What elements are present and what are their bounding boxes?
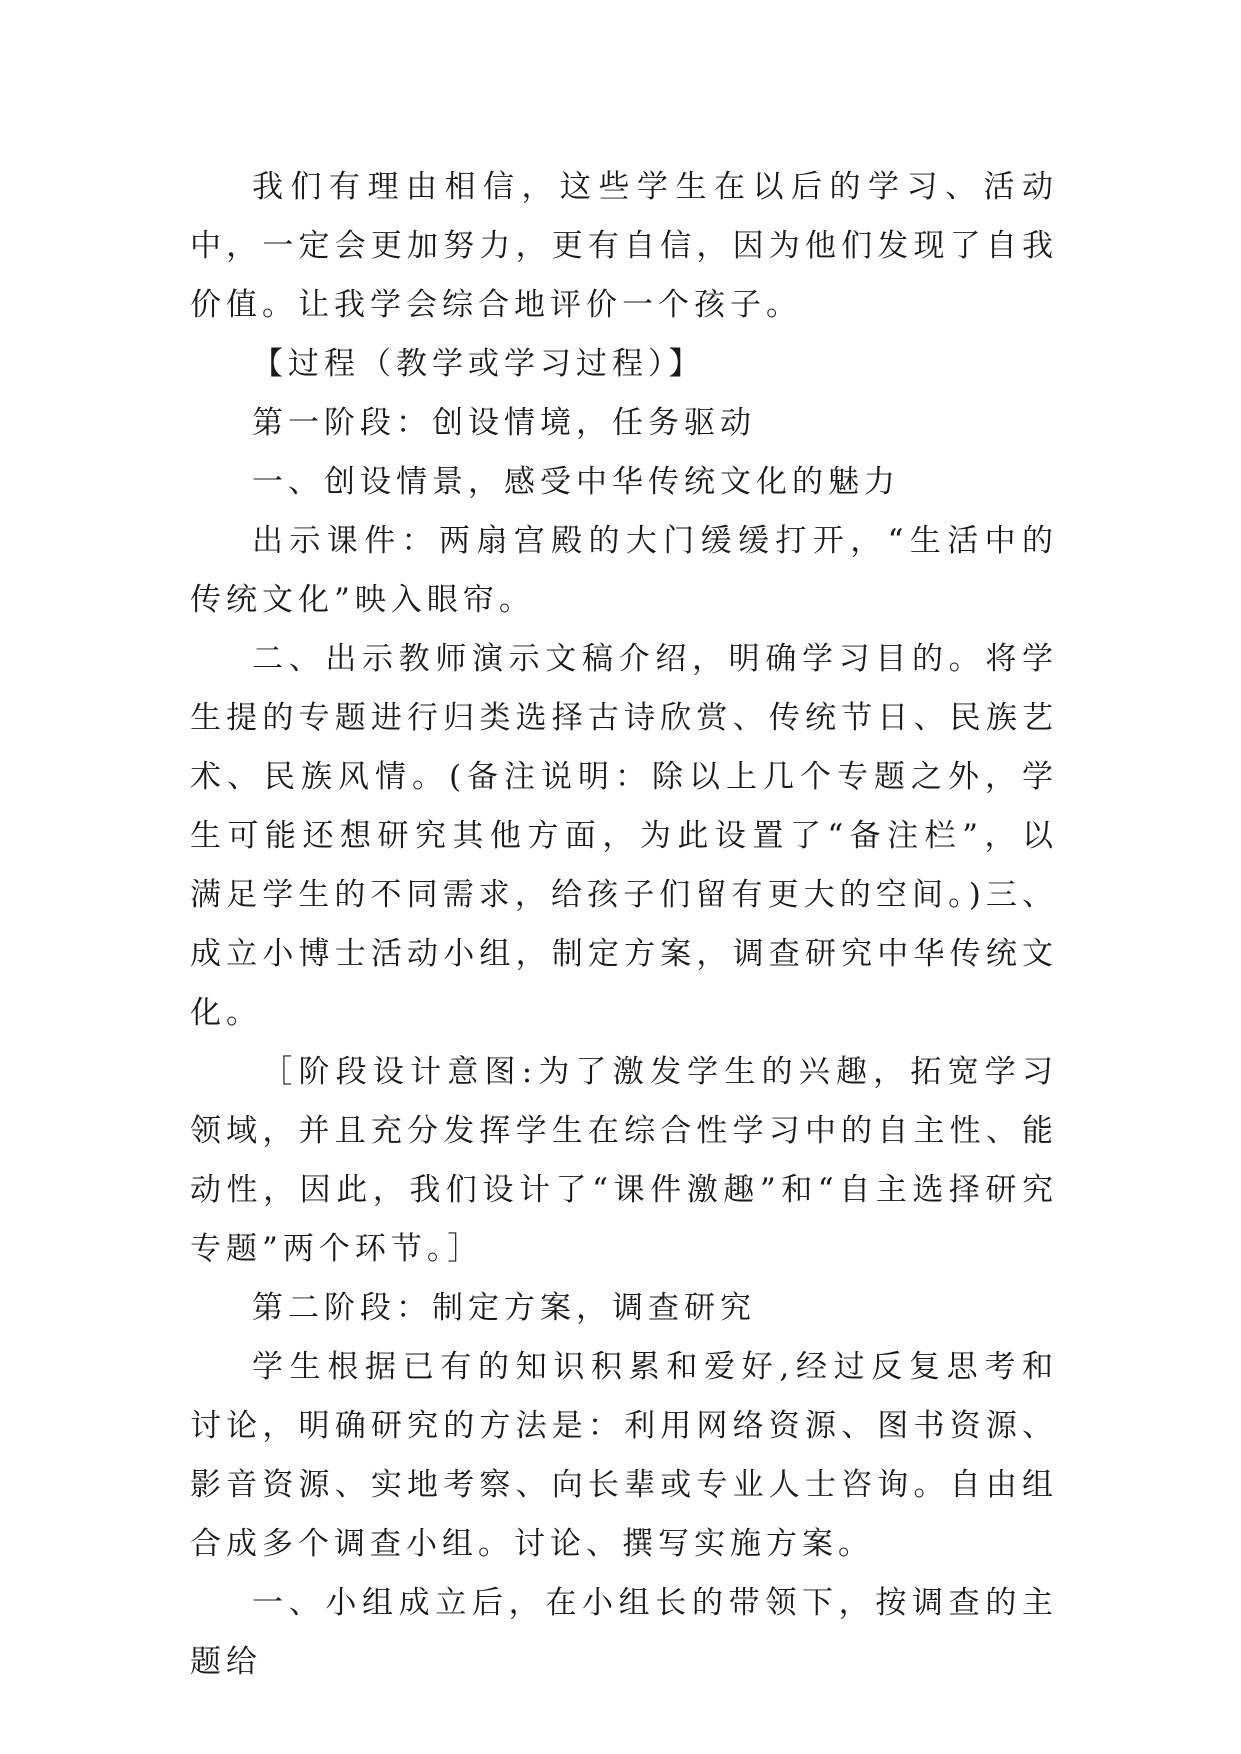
paragraph-reflection: 我们有理由相信，这些学生在以后的学习、活动中，一定会更加努力，更有自信，因为他们发现了自我价值。让我学会综合地评价一个孩子。 — [190, 169, 1058, 323]
stage-two-heading: 第二阶段：制定方案，调查研究 — [252, 1290, 756, 1326]
section-heading-process: 【过程（教学或学习过程）】 — [252, 346, 705, 382]
paragraph-courseware: 出示课件：两扇宫殿的大门缓缓打开，“生活中的传统文化”映入眼帘。 — [190, 523, 1058, 618]
paragraph-research-methods: 学生根据已有的知识积累和爱好,经过反复思考和讨论，明确研究的方法是：利用网络资源、图书资源、影音资源、实地考察、向长辈或专业人士咨询。自由组合成多个调查小组。讨论、撰写实施方案。 — [190, 1349, 1058, 1562]
stage-design-note: ［阶段设计意图:为了激发学生的兴趣，拓宽学习领域，并且充分发挥学生在综合性学习中的自主性、能动性，因此，我们设计了“课件激趣”和“自主选择研究专题”两个环节。］ — [190, 1054, 1058, 1267]
paragraph-presentation: 二、出示教师演示文稿介绍，明确学习目的。将学生提的专题进行归类选择古诗欣赏、传统节日、民族艺术、民族风情。(备注说明：除以上几个专题之外，学生可能还想研究其他方面，为此设置了“备注栏”，以满足学生的不同需求，给孩子们留有更大的空间。)三、成立小博士活动小组，制定方案，调查研究中华传统文化。 — [190, 641, 1058, 1031]
document-body — [190, 158, 1058, 1692]
step-create-scene: 一、创设情景，感受中华传统文化的魅力 — [252, 464, 900, 500]
stage-one-heading: 第一阶段：创设情境，任务驱动 — [252, 405, 756, 441]
paragraph-group-formed: 一、小组成立后，在小组长的带领下，按调查的主题给 — [190, 1585, 1058, 1680]
